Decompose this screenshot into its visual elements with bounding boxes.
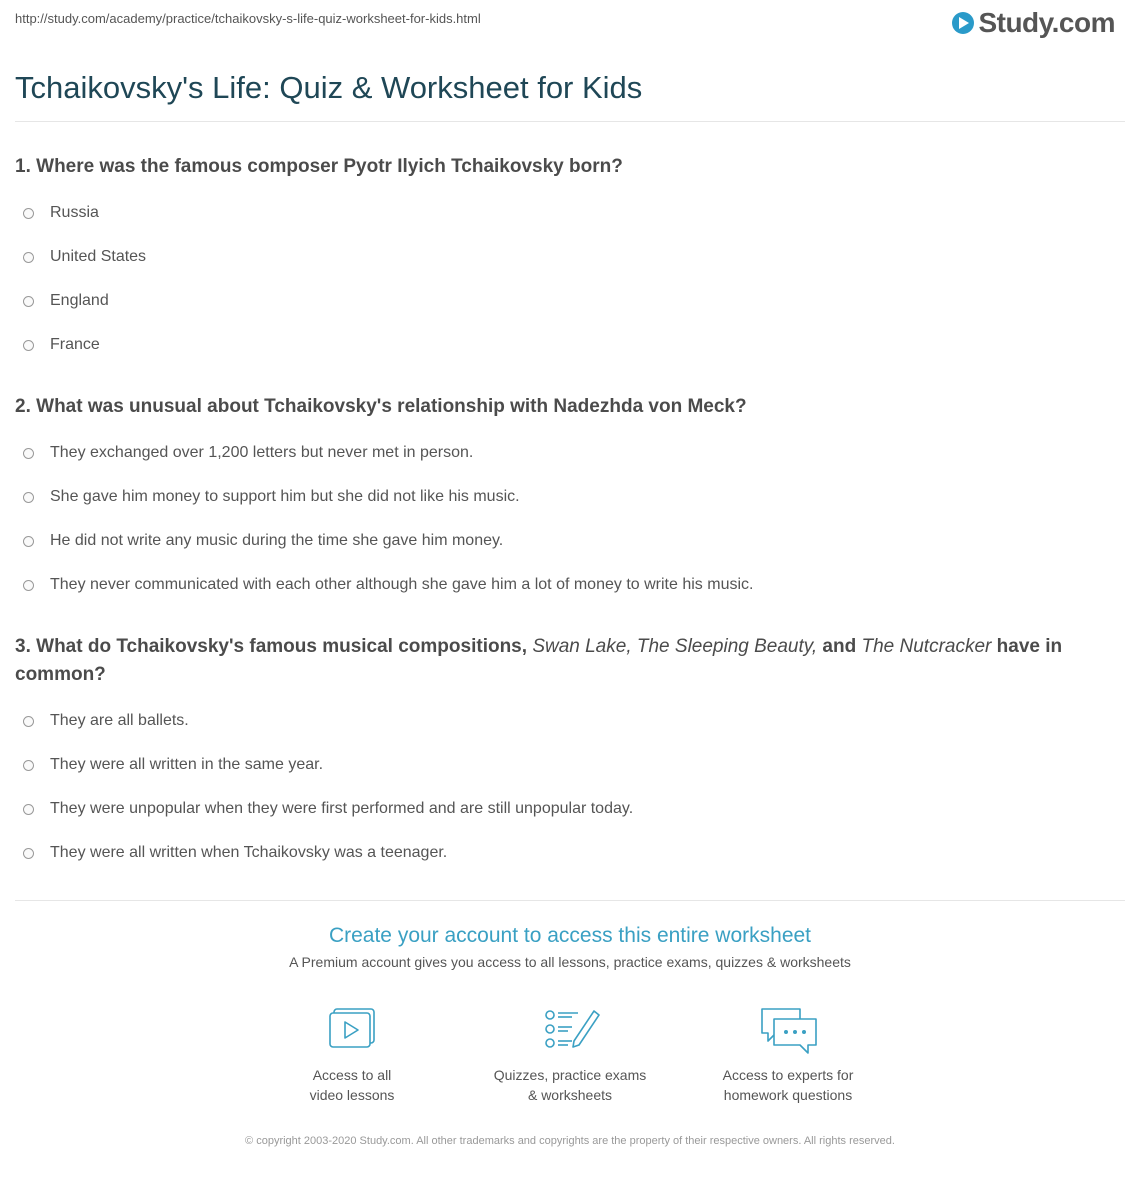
feature-experts <box>703 1005 873 1105</box>
answer-label: France <box>50 336 100 353</box>
premium-cta <box>0 924 1140 970</box>
expert-chat-icon <box>756 1005 820 1055</box>
radio-button[interactable] <box>23 208 34 219</box>
answer-label: United States <box>50 248 147 265</box>
answer-option[interactable] <box>15 431 1125 475</box>
question-text: 2. What was unusual about Tchaikovsky's relationship with Nadezhda von Meck? <box>15 396 747 417</box>
answer-option[interactable] <box>15 191 1125 235</box>
radio-button[interactable] <box>23 760 34 771</box>
study-logo[interactable] <box>952 7 1115 39</box>
cta-title-link[interactable]: Create your account to access this entire worksheet <box>328 924 812 947</box>
feature-label-line-1: Access to all <box>312 1067 392 1083</box>
answer-option[interactable] <box>15 279 1125 323</box>
radio-button[interactable] <box>23 340 34 351</box>
feature-label-line-1: Quizzes, practice exams <box>493 1067 647 1083</box>
answer-label: They were unpopular when they were first performed and are still unpopular today. <box>50 800 634 817</box>
answer-option[interactable] <box>15 475 1125 519</box>
radio-button[interactable] <box>23 252 34 263</box>
radio-button[interactable] <box>23 536 34 547</box>
answer-option[interactable] <box>15 699 1125 743</box>
feature-list <box>0 1005 1140 1105</box>
radio-button[interactable] <box>23 804 34 815</box>
question-text: 3. What do Tchaikovsky's famous musical compositions, Swan Lake, The Sleeping Beauty, and The Nutcracker have in common? <box>15 636 1063 685</box>
question-3 <box>15 633 1125 875</box>
radio-button[interactable] <box>23 296 34 307</box>
answer-label: They exchanged over 1,200 letters but never met in person. <box>50 444 474 461</box>
feature-label-line-2: video lessons <box>309 1087 395 1103</box>
play-logo-icon <box>952 12 974 34</box>
cta-divider <box>15 900 1125 901</box>
radio-button[interactable] <box>23 716 34 727</box>
answer-label: He did not write any music during the time she gave him money. <box>50 532 504 549</box>
feature-quizzes <box>485 1005 655 1105</box>
answer-label: They never communicated with each other although she gave him a lot of money to write his music. <box>50 576 754 593</box>
answer-option[interactable] <box>15 831 1125 875</box>
quiz-checklist-icon <box>538 1005 602 1055</box>
answer-label: England <box>50 292 109 309</box>
answer-option[interactable] <box>15 743 1125 787</box>
radio-button[interactable] <box>23 848 34 859</box>
answer-label: Russia <box>50 204 99 221</box>
feature-video-lessons <box>267 1005 437 1105</box>
copyright-notice: © copyright 2003-2020 Study.com. All other trademarks and copyrights are the property of their respective owners. All rights reserved. <box>245 1135 895 1147</box>
radio-button[interactable] <box>23 580 34 591</box>
feature-label-line-2: & worksheets <box>527 1087 613 1103</box>
title-divider <box>15 121 1125 122</box>
answer-label: They were all written when Tchaikovsky was a teenager. <box>50 844 448 861</box>
answer-option[interactable] <box>15 519 1125 563</box>
answer-option[interactable] <box>15 787 1125 831</box>
radio-button[interactable] <box>23 492 34 503</box>
answer-label: She gave him money to support him but she did not like his music. <box>50 488 520 505</box>
page-title: Tchaikovsky's Life: Quiz & Worksheet for Kids <box>15 70 643 105</box>
logo-text: Study.com <box>978 7 1115 38</box>
question-text: 1. Where was the famous composer Pyotr Ilyich Tchaikovsky born? <box>15 156 623 177</box>
answer-label: They were all written in the same year. <box>50 756 324 773</box>
cta-subtitle: A Premium account gives you access to all lessons, practice exams, quizzes & worksheets <box>289 954 851 970</box>
feature-label-line-1: Access to experts for <box>722 1067 854 1083</box>
answer-label: They are all ballets. <box>50 712 189 729</box>
answer-option[interactable] <box>15 563 1125 607</box>
question-2 <box>15 393 1125 607</box>
page-url: http://study.com/academy/practice/tchaikovsky-s-life-quiz-worksheet-for-kids.html <box>15 11 481 26</box>
video-lessons-icon <box>320 1005 384 1055</box>
feature-label-line-2: homework questions <box>723 1087 853 1103</box>
question-1 <box>15 153 1125 367</box>
answer-option[interactable] <box>15 323 1125 367</box>
answer-option[interactable] <box>15 235 1125 279</box>
radio-button[interactable] <box>23 448 34 459</box>
